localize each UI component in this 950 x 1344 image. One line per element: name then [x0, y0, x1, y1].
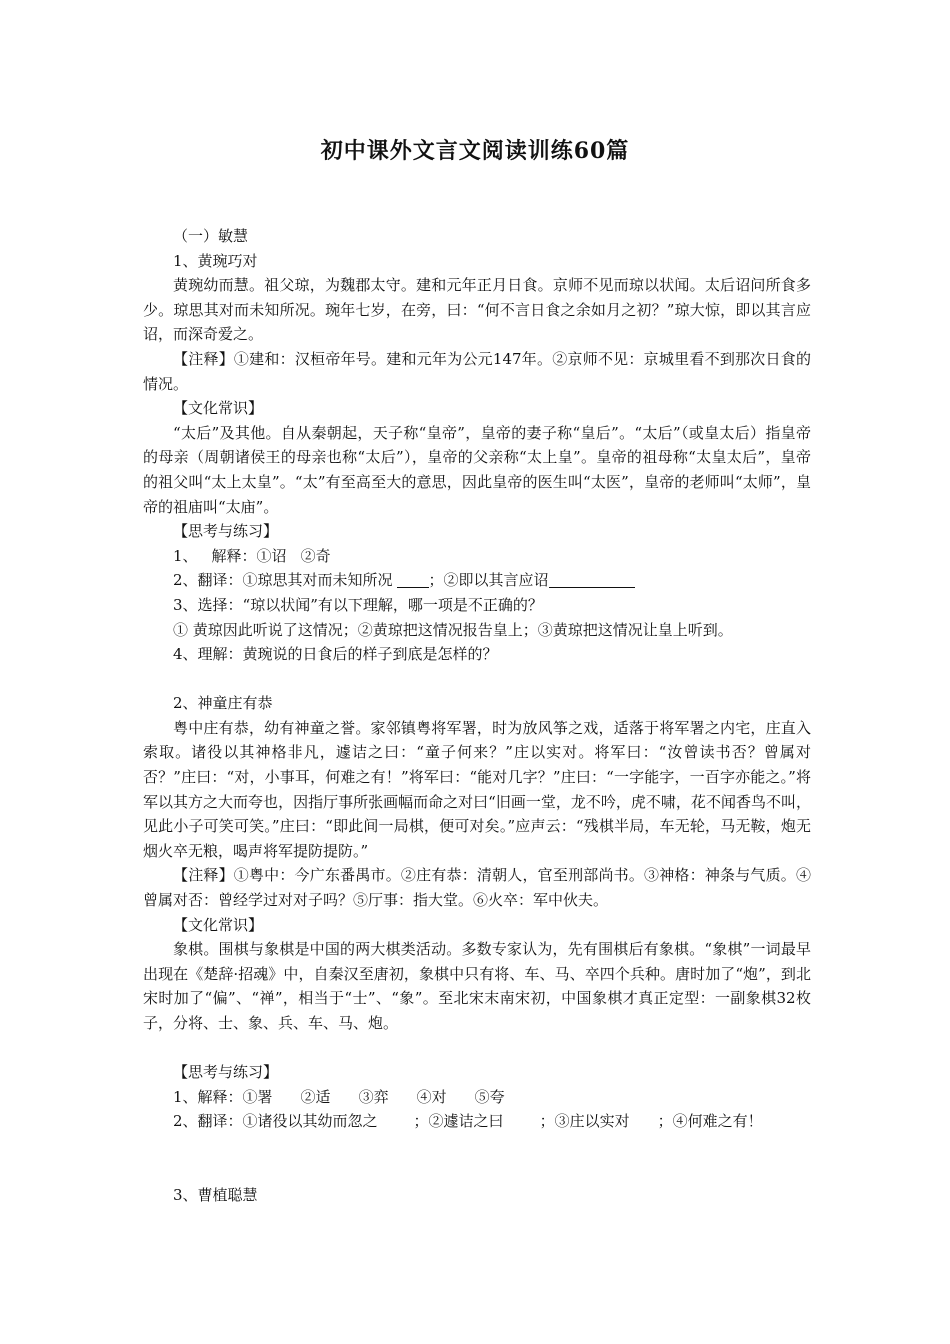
story1-text: 黄琬幼而慧。祖父琼，为魏郡太守。建和元年正月日食。京师不见而琼以状闻。太后诏问所食多少。琼思其对而未知所况。琬年七岁，在旁，曰：“何不言日食之余如月之初？”琼大惊，即以其言应诏，而深奇爱之。: [143, 276, 811, 344]
story1-culture-text: “太后”及其他。自从秦朝起，天子称“皇帝”，皇帝的妻子称“皇后”。“太后”（或皇太后）指皇帝的母亲（周朝诸侯王的母亲也称“太后”），皇帝的父亲称“太上皇”。皇帝的祖母称“太皇太后”，皇帝的祖父叫“太上太皇”。“太”有至高至大的意思，因此皇帝的医生叫“太医”，皇帝的老师叫“太师”，皇帝的祖庙叫“太庙”。: [143, 423, 811, 516]
q2-item: ；④何难之有！: [657, 1112, 763, 1131]
story1-exercise-heading: 【思考与练习】: [173, 522, 279, 541]
story1-question-1: [143, 544, 811, 569]
story1-question-2: [143, 568, 811, 593]
story3-heading: 3、曹植聪慧: [173, 1185, 258, 1204]
story2-question-1: [143, 1085, 811, 1110]
spacer: [143, 1036, 811, 1061]
story2-exercise-heading: 【思考与练习】: [173, 1063, 279, 1082]
story1-question-3: 3、选择：“琼以状闻”有以下理解，哪一项是不正确的？: [173, 595, 543, 614]
q2-part-b: ；②即以其言应诏: [428, 571, 549, 590]
q2-item: ；②遽诘之曰: [413, 1112, 504, 1131]
q1-item: 1、解释：①署: [173, 1087, 273, 1106]
story1-question-4: 4、理解：黄琬说的日食后的样子到底是怎样的？: [173, 645, 498, 664]
spacer: [143, 1134, 811, 1183]
story1-culture-heading: 【文化常识】: [173, 399, 264, 418]
story1-notes: 【注释】①建和：汉桓帝年号。建和元年为公元147年。②京师不见：京城里看不到那次日食的情况。: [143, 349, 811, 393]
story1-question-3-options: ① 黄琼因此听说了这情况；②黄琼把这情况报告皇上；③黄琼把这情况让皇上听到。: [173, 620, 733, 639]
answer-blank[interactable]: [397, 570, 429, 588]
document-title: 初中课外文言文阅读训练60篇: [320, 138, 630, 164]
story2-culture-heading: 【文化常识】: [173, 915, 264, 934]
q1-label: 1、: [173, 546, 198, 565]
story2-culture-text: 象棋。围棋与象棋是中国的两大棋类活动。多数专家认为，先有围棋后有象棋。“象棋”一词最早出现在《楚辞·招魂》中，自秦汉至唐初，象棋中只有将、车、马、卒四个兵种。唐时加了“炮”，到北宋时加了“偏”、“禅”，相当于“士”、“象”。至北宋末南宋初，中国象棋才真正定型：一副象棋32枚子，分将、士、象、兵、车、马、炮。: [143, 940, 811, 1032]
spacer: [143, 667, 811, 692]
q1-item: ③弈: [358, 1087, 389, 1106]
story1-heading: 1、黄琬巧对: [173, 251, 258, 270]
story2-question-2: [143, 1109, 811, 1134]
q1-item: ④对: [416, 1087, 447, 1106]
q1-item: ⑤夸: [474, 1087, 505, 1106]
q1-item: ②适: [300, 1087, 331, 1106]
story2-heading: 2、神童庄有恭: [173, 694, 273, 713]
q1-text: 解释：①诏: [211, 546, 287, 565]
q2-item: 2、翻译：①诸役以其幼而忽之: [173, 1112, 378, 1131]
document-body: [143, 224, 811, 1208]
answer-blank[interactable]: [549, 570, 635, 588]
q2-item: ；③庄以实对: [539, 1112, 630, 1131]
q2-part-a: 2、翻译：①琼思其对而未知所况: [173, 571, 393, 590]
q1-item2: ②奇: [300, 546, 331, 565]
story2-text: 粤中庄有恭，幼有神童之誉。家邻镇粤将军署，时为放风筝之戏，适落于将军署之内宅，庄直入索取。诸役以其神格非凡，遽诘之曰：“童子何来？”庄以实对。将军曰：“汝曾读书否？曾属对否？”庄曰：“对，小事耳，何难之有！”将军曰：“能对几字？”庄曰：“一字能字，一百字亦能之。”将军以其方之大而夸也，因指厅事所张画幅而命之对曰“旧画一堂，龙不吟，虎不啸，花不闻香鸟不叫，见此小子可笑可笑。”庄曰：“即此间一局棋，便可对矣。”应声云：“残棋半局，车无轮，马无鞍，炮无烟火卒无粮，喝声将军提防提防。”: [143, 718, 811, 860]
story2-notes: 【注释】①粤中：今广东番禺市。②庄有恭：清朝人，官至刑部尚书。③神格：神条与气质。④曾属对否：曾经学过对对子吗？⑤厅事：指大堂。⑥火卒：军中伙夫。: [143, 866, 811, 910]
section-heading: （一）敏慧: [173, 227, 249, 245]
